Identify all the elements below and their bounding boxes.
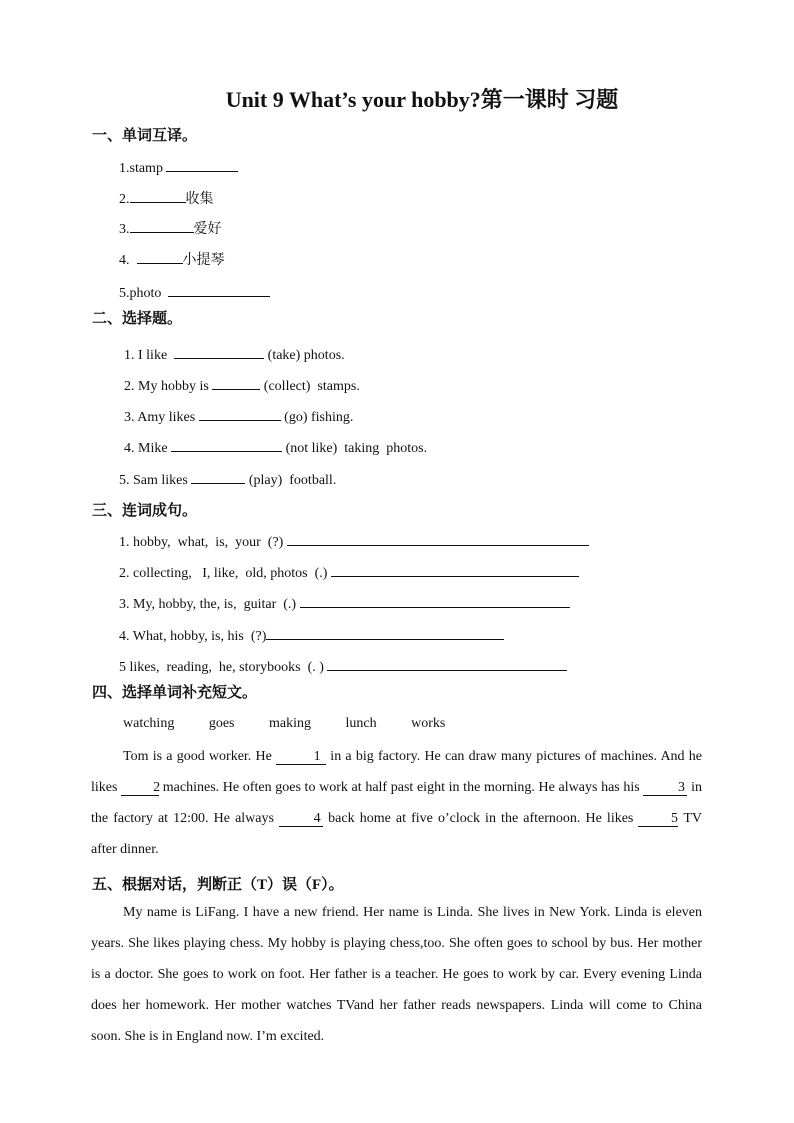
blank-3[interactable]: 3 (643, 781, 687, 796)
reading-passage (91, 897, 702, 1052)
blank-1[interactable]: 1 (276, 750, 326, 765)
page-title: Unit 9 What’s your hobby?第一课时 习题 (225, 87, 619, 112)
p1-item-4: 4. 小提琴 (119, 249, 225, 269)
p2-item-2: 2. My hobby is (collect) stamps. (124, 375, 360, 395)
blank[interactable] (168, 282, 270, 297)
answer-line[interactable] (327, 656, 567, 671)
word-bank-item: works (411, 716, 446, 731)
blank[interactable] (174, 344, 264, 359)
p1-item-5: 5.photo (119, 282, 270, 302)
answer-line[interactable] (300, 593, 570, 608)
blank[interactable] (130, 188, 186, 203)
p3-item-4: 4. What, hobby, is, his (?) (119, 625, 504, 645)
p2-item-3: 3. Amy likes (go) fishing. (124, 406, 353, 426)
p1-item-2: 2. 收集 (119, 188, 214, 208)
section-3-heading: 三、连词成句。 (92, 503, 198, 519)
p1-item-1: 1.stamp (119, 157, 238, 177)
answer-line[interactable] (331, 562, 579, 577)
section-4-heading: 四、选择单词补充短文。 (92, 685, 258, 701)
p3-item-1: 1. hobby, what, is, your (?) (119, 531, 589, 551)
p2-item-5: 5. Sam likes (play) football. (119, 469, 336, 489)
blank[interactable] (212, 375, 260, 390)
blank-2[interactable]: 2 (121, 781, 159, 796)
p2-item-4: 4. Mike (not like) taking photos. (124, 437, 427, 457)
p3-item-5: 5 likes, reading, he, storybooks (. ) (119, 656, 567, 676)
p2-item-1: 1. I like (take) photos. (124, 344, 345, 364)
blank-4[interactable]: 4 (279, 812, 323, 827)
answer-line[interactable] (287, 531, 589, 546)
word-bank (123, 716, 476, 732)
p3-item-3: 3. My, hobby, the, is, guitar (.) (119, 593, 570, 613)
cloze-passage: Tom is a good worker. He 1 in a big factory. He can draw many pictures of machines. And he likes 2 machines. He often goes to work at half past eight in the morning. He always has his 3 in the factory at 12:00. He always 4 back home at five o’clock in the afternoon. He likes 5 TV after dinner. (91, 749, 702, 857)
word-bank-item: watching (123, 716, 175, 731)
blank-5[interactable]: 5 (638, 812, 678, 827)
section-5-heading: 五、根据对话，判断正（T）误（F）。 (92, 877, 344, 893)
blank[interactable] (171, 437, 282, 452)
blank[interactable] (191, 469, 245, 484)
p1-item-3: 3. 爱好 (119, 218, 222, 238)
section-1-heading: 一、单词互译。 (92, 128, 198, 144)
answer-line[interactable] (266, 625, 504, 640)
section-2-heading: 二、选择题。 (92, 311, 183, 327)
p3-item-2: 2. collecting, I, like, old, photos (.) (119, 562, 579, 582)
blank[interactable] (130, 218, 194, 233)
blank[interactable] (137, 249, 183, 264)
word-bank-item: making (269, 716, 311, 731)
word-bank-item: goes (208, 716, 235, 731)
word-bank-item: lunch (345, 716, 377, 731)
blank[interactable] (166, 157, 238, 172)
passage-text: My name is LiFang. I have a new friend. Her name is Linda. She lives in New York. Linda is eleven years. She likes playing chess. My hobby is playing chess,too. She often goes to school by bus. Her mother is a doctor. She goes to work on foot. Her father is a teacher. He goes to work by car. Every evening Linda does her homework. Her mother watches TVand her father reads newspapers. Linda will come to China soon. She is in England now. I’m excited. (91, 905, 702, 1044)
blank[interactable] (199, 406, 281, 421)
